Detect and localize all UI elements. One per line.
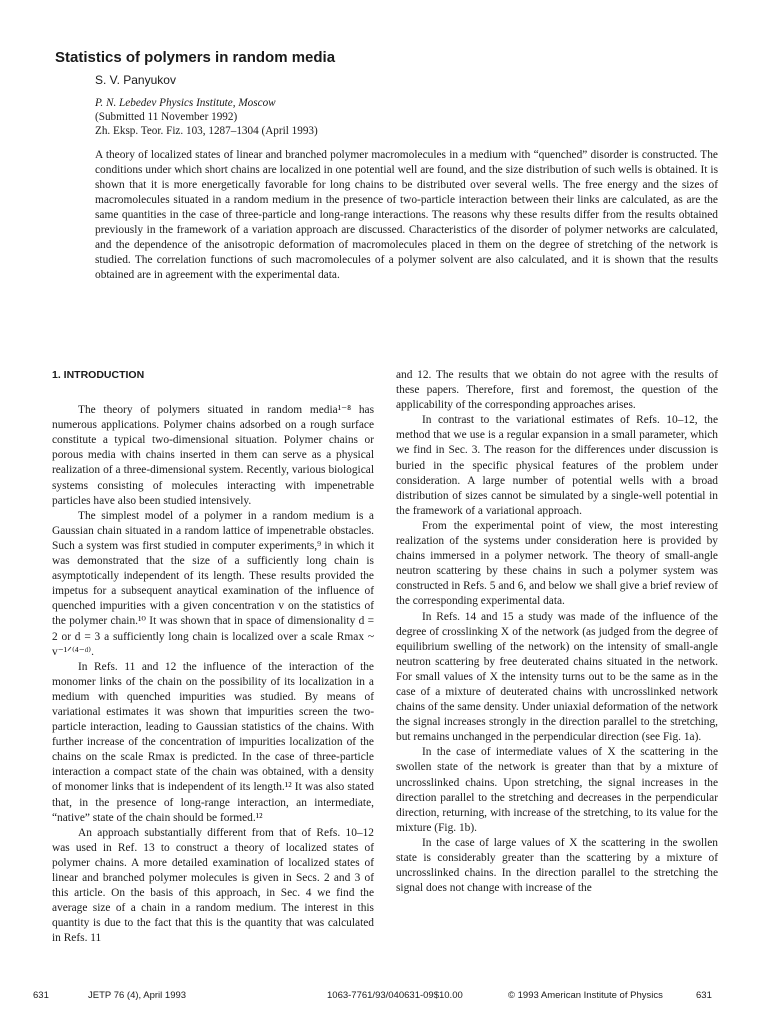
paragraph: In Refs. 11 and 12 the influence of the interaction of the monomer links of the chain on the possibility of its localization in a medium with quenched impurities was studied. By means of variational estimates it was shown that impurities screen the two-particle interaction, leading to Gaussian statistics of the chains. With further increase of the concentration of impurities localization of the chains on the scale Rmax is predicted. In the case of three-particle interaction a compact state of the chain was obtained, with a density of monomer links that is independent of its length.¹² It was also stated that, in the presence of long-range interaction, an intermediate, “native” state of the chain should be formed.¹² xyxy=(52,660,374,824)
footer-code: 1063-7761/93/040631-09$10.00 xyxy=(327,990,463,1001)
paragraph: The simplest model of a polymer in a random medium is a Gaussian chain situated in a random lattice of impenetrable obstacles. Such a system was first studied in computer experiments,⁹ in which it was demonstrated that the size of a sufficiently long chain is asymptotically independent of its length. These results provided the impetus for a subsequent anaytical examination of the influence of quenched impurities with a given concentration v on the statistics of the polymer chain.¹⁰ It was shown that in space of dimensionality d = 2 or d = 3 a sufficiently long chain is localized over a scale Rmax ~ v⁻¹ᐟ⁽⁴⁻ᵈ⁾. xyxy=(52,509,374,658)
paragraph: In the case of large values of X the scattering in the swollen state is considerably greater than the scattering by a mixture of uncrosslinked chains. In the direction parallel to the stretching the signal does not change with increase of the xyxy=(396,836,718,895)
submission-date: (Submitted 11 November 1992) xyxy=(95,111,238,123)
page-footer xyxy=(0,990,768,1004)
paragraph: In Refs. 14 and 15 a study was made of the influence of the degree of crosslinking X of the network (as judged from the degree of equilibrium swelling of the network) on the intensity of small-angle neutron scattering by free deuterated chains situated in the network. For small values of X the intensity turns out to be the same as in the case of a mixture of deuterated chains with uncrosslinked network chains of the same density. Under uniaxial deformation of the network the signal increases strongly in the direction parallel to the stretching, but remains unchanged in the perpendicular direction (see Fig. 1a). xyxy=(396,610,718,744)
paragraph: In the case of intermediate values of X the scattering in the swollen state of the network is greater than that by a mixture of uncrosslinked chains. Upon stretching, the signal increases in the direction parallel to the stretching and decreases in the perpendicular direction, returning, with increase of the stretching, to its value for the mixture (Fig. 1b). xyxy=(396,746,718,834)
paragraph: From the experimental point of view, the most interesting realization of the systems under consideration here is provided by chains immersed in a polymer network. The theory of small-angle neutron scattering by these chains in such a polymer system was constructed in Refs. 5 and 6, and below we shall give a brief review of the corresponding experimental data. xyxy=(396,519,718,608)
page-number-right: 631 xyxy=(696,990,712,1001)
author-name: S. V. Panyukov xyxy=(95,73,176,87)
paragraph: The theory of polymers situated in random media¹⁻⁸ has numerous applications. Polymer chains adsorbed on a rough surface constitute a typical two-dimensional situation. Polymer chains or porous media with chains inserted in them can serve as a physical realization of a three-dimensional system. Recently, various biological systems consisting of molecules interacting with impenetrable particles have also been studied intensively. xyxy=(52,404,374,507)
article-title: Statistics of polymers in random media xyxy=(55,49,336,66)
paragraph: An approach substantially different from that of Refs. 10–12 was used in Ref. 13 to construct a theory of localized states of polymer chains. A more detailed examination of localized states of linear and branched polymer molecules is given in Secs. 2 and 3 of this article. On the basis of this approach, in Sec. 4 we find the average size of a chain in a random medium. The interest in this quantity is due to the fact that this is the quantity that was calculated in Refs. 11 xyxy=(52,826,374,945)
left-column xyxy=(52,368,374,946)
paragraph: and 12. The results that we obtain do not agree with the results of these papers. Therefore, first and foremost, the question of the applicability of the corresponding approaches arises. xyxy=(396,369,718,412)
page-number-left: 631 xyxy=(33,990,49,1001)
affiliation: P. N. Lebedev Physics Institute, Moscow xyxy=(95,97,276,109)
right-column xyxy=(396,368,718,896)
section-heading: 1. INTRODUCTION xyxy=(52,369,145,381)
journal-reference: Zh. Eksp. Teor. Fiz. 103, 1287–1304 (April 1993) xyxy=(95,125,318,137)
footer-journal: JETP 76 (4), April 1993 xyxy=(88,990,187,1001)
footer-copyright: © 1993 American Institute of Physics xyxy=(508,990,663,1001)
abstract: A theory of localized states of linear and branched polymer macromolecules in a medium with “quenched” disorder is constructed. The conditions under which short chains are localized in one potential well are found, and the size distribution of such wells is obtained. It is shown that it is more energetically favorable for long chains to be distributed over several wells. The free energy and the sizes of macromolecules situated in a random medium in the presence of two-particle interaction between their links are calculated, as are the same quantities in the case of three-particle and long-range interactions. The reasons why these results differ from the results obtained previously in the framework of a variation approach are discussed. Characteristics of the disorder of polymer networks are calculated, and the dependence of the anisotropic deformation of macromolecules placed in them on the degree of stretching of the network is studied. The correlation functions of such macromolecules of a polymer solvent are also calculated, and it is shown that the results obtained are in agreement with the experimental data. xyxy=(95,149,718,282)
paragraph: In contrast to the variational estimates of Refs. 10–12, the method that we use is a regular expansion in a small parameter, which we find in Sec. 3. The reason for the differences under discussion is buried in the specific physical features of the problem under consideration. A large number of potential wells with a broad distribution of sizes cannot be simulated by a single-well potential in the framework of a variational approach. xyxy=(396,414,718,517)
